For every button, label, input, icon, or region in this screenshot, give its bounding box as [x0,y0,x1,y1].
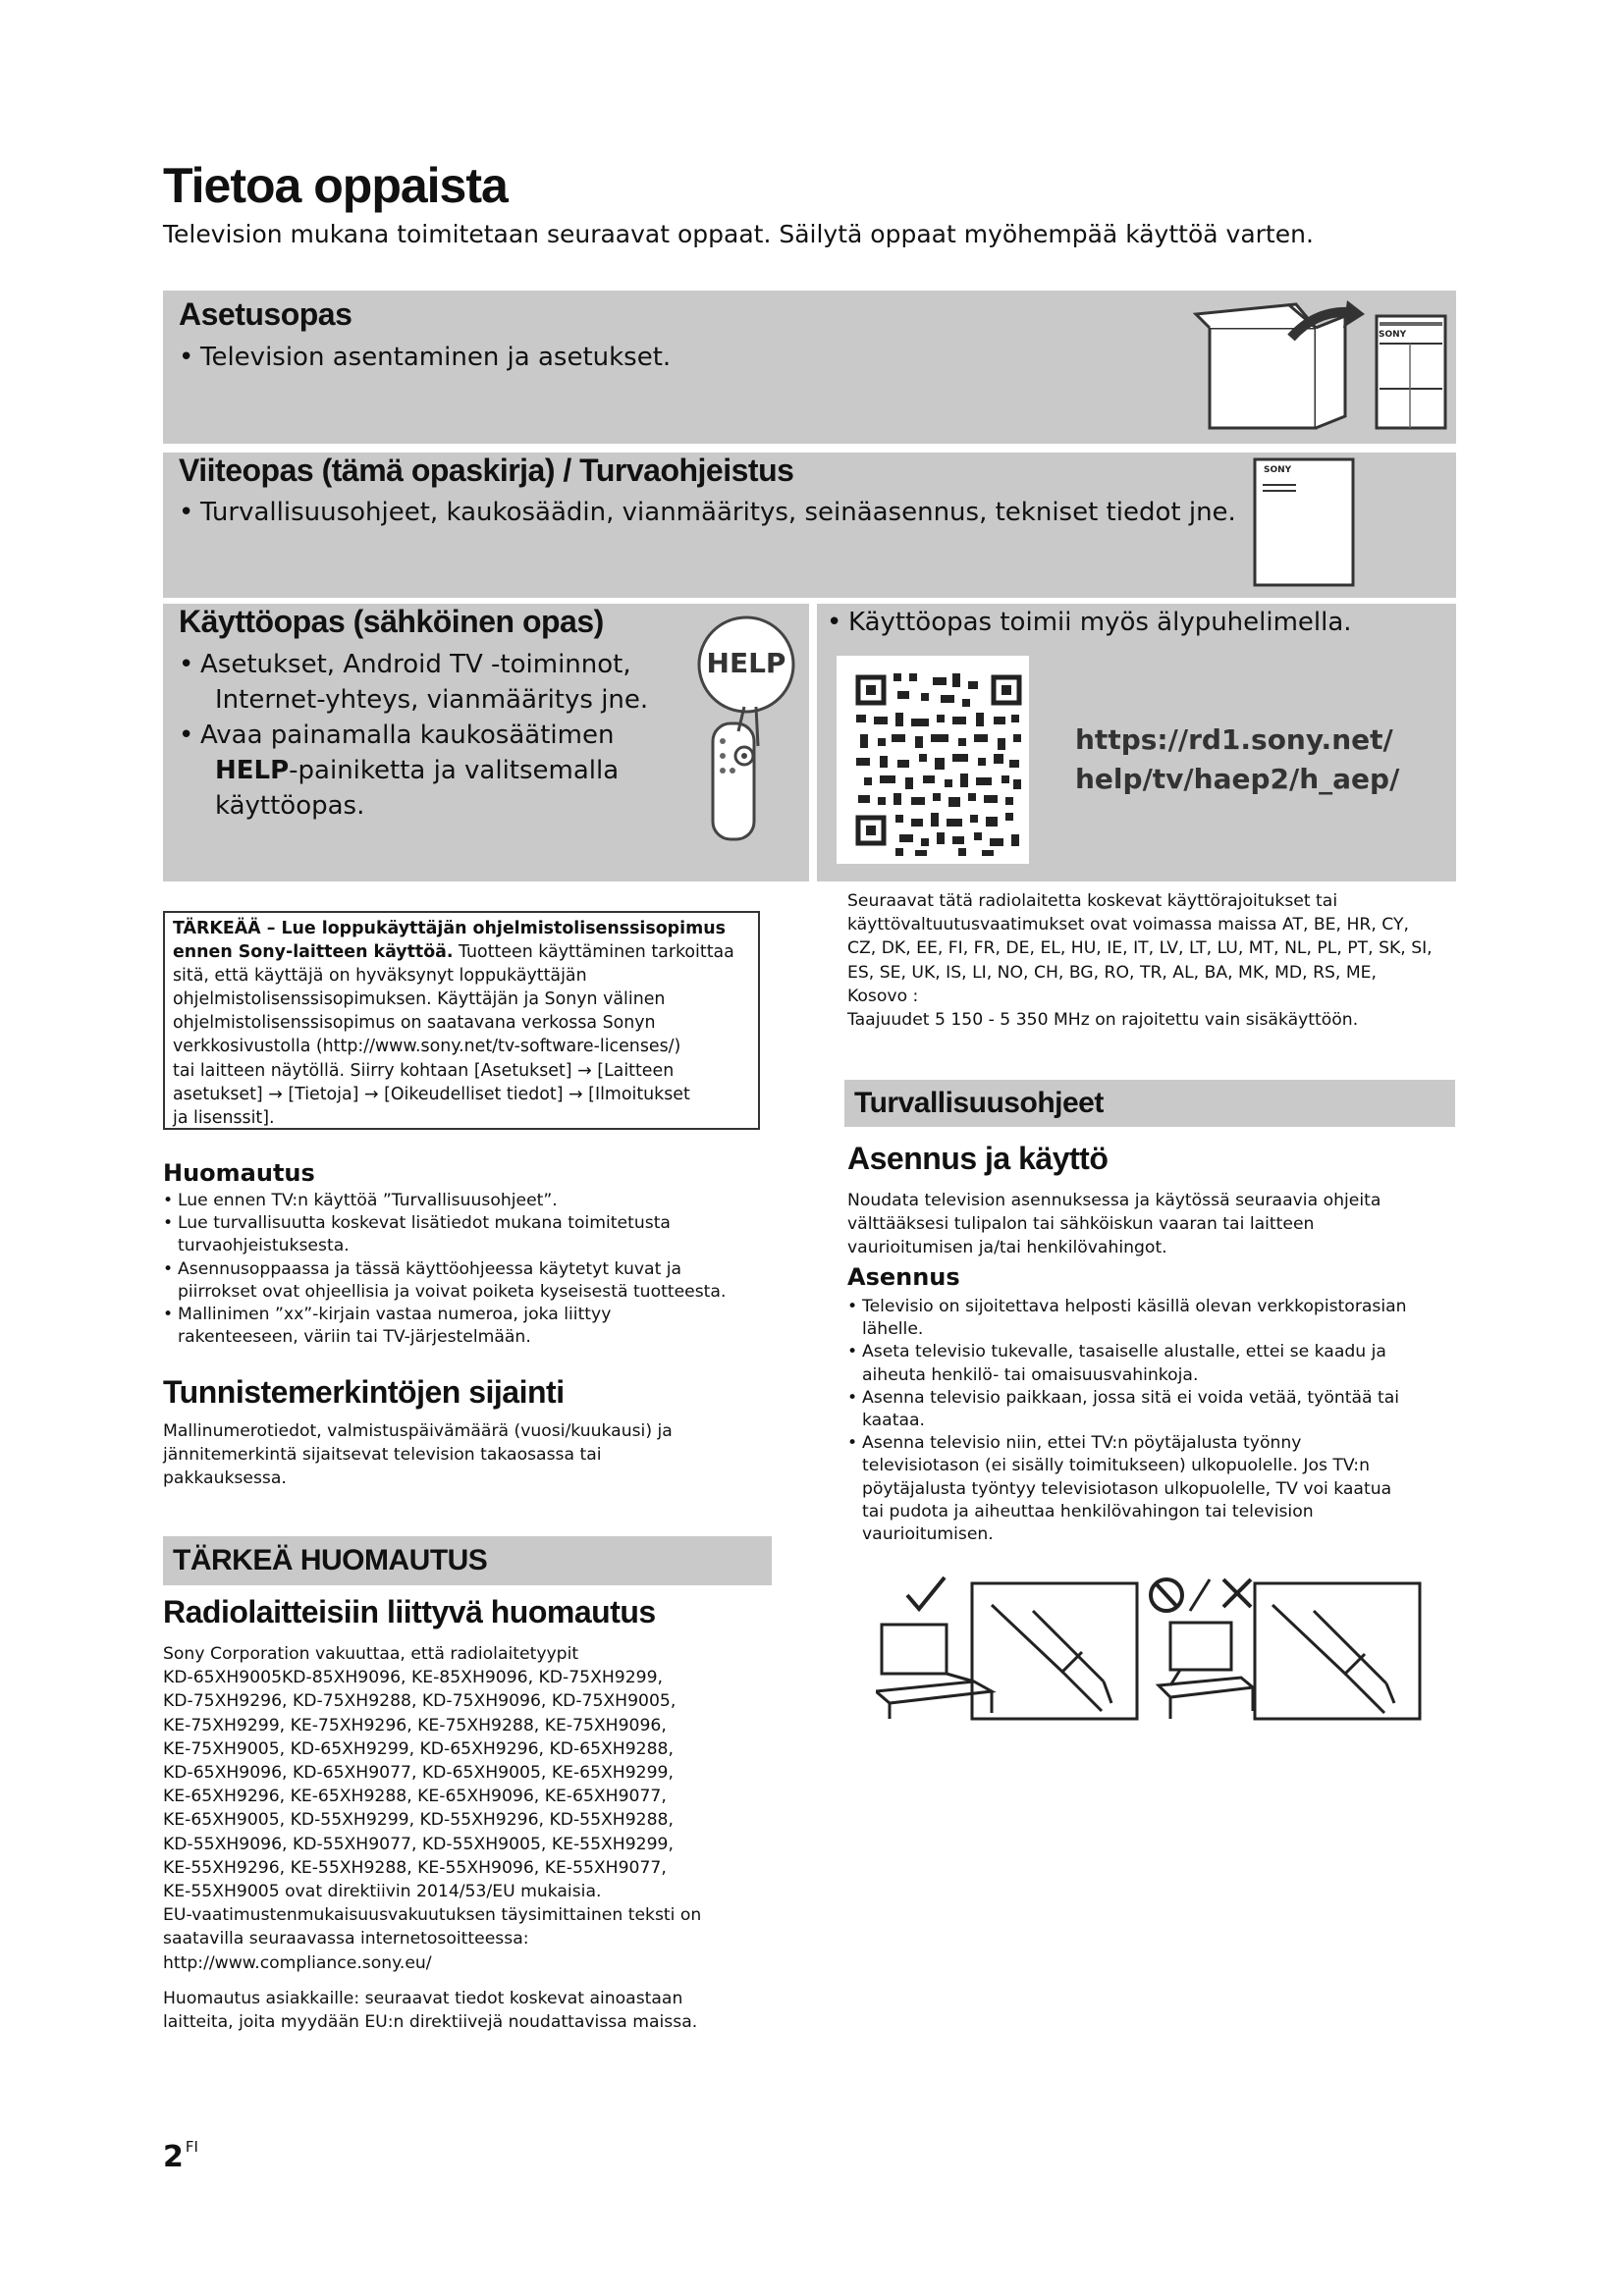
page-subtitle: Television mukana toimitetaan seuraavat oppaat. Säilytä oppaat myöhempää käyttöä varten. [163,220,1314,248]
help-button-label: HELP [706,647,786,679]
note-list [163,1190,772,1349]
identification-heading: Tunnistemerkintöjen sijainti [163,1374,565,1410]
manual-booklet-illustration [1253,457,1357,589]
qr-code [837,656,1029,864]
setup-guide-bullet: • Television asentaminen ja asetukset. [179,343,672,372]
list-item: • Asenna televisio niin, ettei TV:n pöytäjalusta työnny televisiotason (ei sisälly toimitukseen) ulkopuolelle. Jos TV:n pöytäjalusta työntyy televisiotason ulkopuolelle, TV voi kaatua tai pudota ja aiheuttaa henkilövahingon tai television vaurioitumisen. [847,1432,1456,1546]
identification-text: Mallinumerotiedot, valmistuspäivämäärä (vuosi/kuukausi) ja jännitemerkintä sijaitsevat television takaosassa tai pakkauksessa. [163,1421,673,1489]
page-title: Tietoa oppaista [163,158,508,213]
list-item: • Asennusoppaassa ja tässä käyttöohjeessa käytetyt kuvat ja piirrokset ovat ohjeellisia ja voivat poiketa kyseisestä tuotteesta. [163,1258,772,1304]
box-shipping-illustration [1188,300,1453,434]
reference-guide-title: Viiteopas (tämä opaskirja) / Turvaohjeistus [179,453,794,488]
safety-heading: Turvallisuusohjeet [844,1080,1455,1127]
install-list [847,1296,1456,1546]
setup-guide-title: Asetusopas [179,296,352,332]
radio-heading: Radiolaitteisiin liittyvä huomautus [163,1594,656,1629]
help-url[interactable]: https://rd1.sony.net/ help/tv/haep2/h_aep/ [1075,723,1400,795]
important-notice-heading: TÄRKEÄ HUOMAUTUS [163,1536,772,1585]
list-item: • Lue turvallisuutta koskevat lisätiedot mukana toimitetusta turvaohjeistuksesta. [163,1212,772,1257]
list-item: • Asenna televisio paikkaan, jossa sitä ei voida vetää, työntää tai kaataa. [847,1387,1456,1432]
tv-stand-placement-illustration [876,1575,1426,1721]
list-item: • Lue ennen TV:n käyttöä ”Turvallisuusohjeet”. [163,1190,772,1212]
radio-text: Sony Corporation vakuuttaa, että radiolaitetyypit KD-65XH9005KD-85XH9096, KE-85XH9096, KD-75XH9299, KD-75XH9296, KD-75XH9288, KD-75XH9096, KD-75XH9005, KE-75XH9299, KE-75XH9296, KE-75XH9288, KE-75XH9096, KE-75XH9005, KD-65XH9299, KD-65XH9296, KD-65XH9288, KD-65XH9096, KD-65XH9077, KD-65XH9005, KE-65XH9299, KE-65XH9296, KE-65XH9288, KE-65XH9096, KE-65XH9077, KE-65XH9005, KD-55XH9299, KD-55XH9296, KD-55XH9288, KD-55XH9096, KD-55XH9077, KD-55XH9005, KE-55XH9299, KE-55XH9296, KE-55XH9288, KE-55XH9096, KE-55XH9077, KE-55XH9005 ovat direktiivin 2014/53/EU mukaisia. EU-vaatimustenmukaisuusvakuutuksen täysimittainen teksti on saatavilla seuraavassa internetosoitteessa: http://www.compliance.sony.eu/ [163,1644,702,1973]
list-item: • Aseta televisio tukevalle, tasaiselle alustalle, ettei se kaadu ja aiheuta henkilö- tai omaisuusvahinkoja. [847,1341,1456,1386]
help-guide-bullets: • Asetukset, Android TV -toiminnot, Internet-yhteys, vianmääritys jne. • Avaa painamalla kaukosäätimen HELP-painiketta ja valitsemalla käyttöopas. [179,650,649,821]
install-heading: Asennus [847,1263,960,1291]
page-number: 2 $^{FI}$ [163,2138,198,2174]
safety-intro: Noudata television asennuksessa ja käytössä seuraavia ohjeita välttääksesi tulipalon tai sähköiskun vaaran tai laitteen vaurioitumisen ja/tai henkilövahingot. [847,1191,1381,1258]
note-heading: Huomautus [163,1159,315,1187]
reference-guide-bullet: • Turvallisuusohjeet, kaukosäädin, vianmääritys, seinäasennus, tekniset tiedot jne. [179,498,1236,527]
sony-label-setup: SONY [1379,330,1407,340]
help-guide-title: Käyttöopas (sähköinen opas) [179,604,604,639]
list-item: • Mallinimen ”xx”-kirjain vastaa numeroa, joka liittyy rakenteeseen, väriin tai TV-järjestelmään. [163,1304,772,1349]
customer-note: Huomautus asiakkaille: seuraavat tiedot koskevat ainoastaan laitteita, joita myydään EU:n direktiivejä noudattavissa maissa. [163,1989,698,2033]
install-use-heading: Asennus ja käyttö [847,1141,1109,1176]
smartphone-bullet: • Käyttöopas toimii myös älypuhelimella. [827,608,1352,637]
sony-label-reference: SONY [1264,465,1292,475]
restrictions-text: Seuraavat tätä radiolaitetta koskevat käyttörajoitukset tai käyttövaltuutusvaatimukset ovat voimassa maissa AT, BE, HR, CY, CZ, DK, EE, FI, FR, DE, EL, HU, IE, IT, LV, LT, LU, MT, NL, PL, PT, SK, SI, ES, SE, UK, IS, LI, NO, CH, BG, RO, TR, AL, BA, MK, MD, RS, ME, Kosovo : Taajuudet 5 150 - 5 350 MHz on rajoitettu vain sisäkäyttöön. [847,891,1433,1031]
eula-notice-box: TÄRKEÄÄ – Lue loppukäyttäjän ohjelmistolisenssisopimus ennen Sony-laitteen käyttöä. Tuotteen käyttäminen tarkoittaa sitä, että käyttäjä on hyväksynyt loppukäyttäjän ohjelmistolisenssisopimuksen. Käyttäjän ja Sonyn välinen ohjelmistolisenssisopimus on saatavana verkossa Sonyn verkkosivustolla (http://www.sony.net/tv-software-licenses/) tai laitteen näytöllä. Siirry kohtaan [Asetukset] → [Laitteen asetukset] → [Tietoja] → [Oikeudelliset tiedot] → [Ilmoitukset ja lisenssit]. [163,911,760,1130]
list-item: • Televisio on sijoitettava helposti käsillä olevan verkkopistorasian lähelle. [847,1296,1456,1341]
